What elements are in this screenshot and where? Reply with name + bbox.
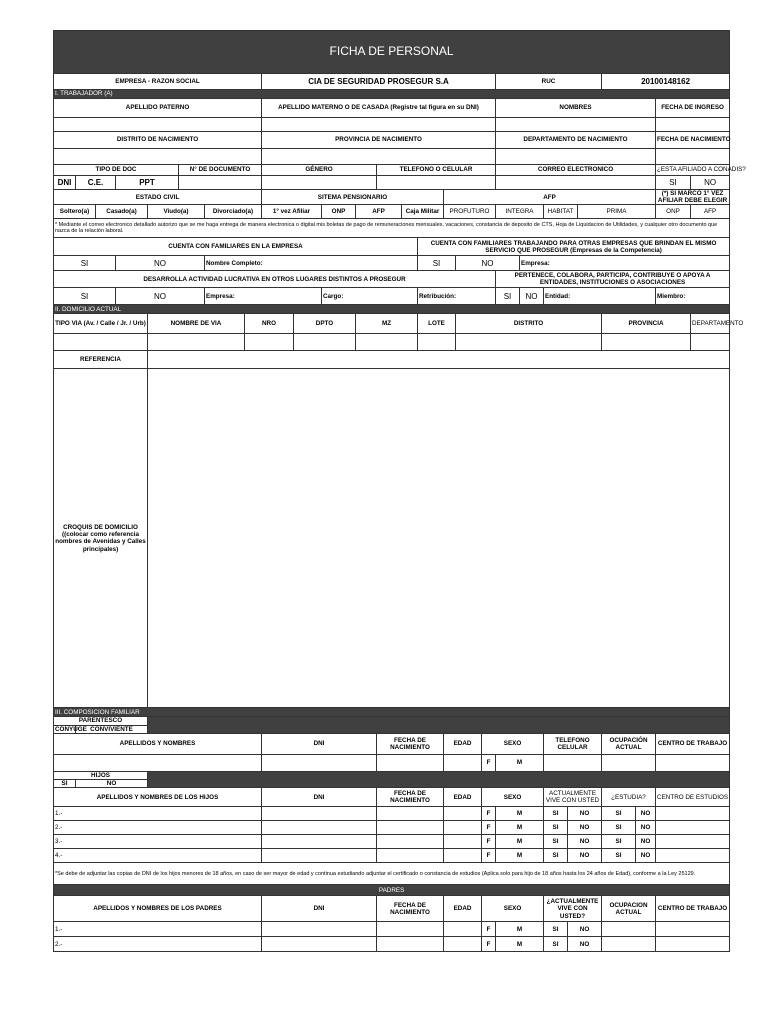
sistema-pensionario-label: SITEMA PENSIONARIO bbox=[262, 190, 444, 205]
nro-field[interactable] bbox=[245, 334, 294, 351]
conyuge-edad-label: EDAD bbox=[444, 733, 482, 754]
conyuge-ocupacion-label: OCUPACIÓN ACTUAL bbox=[602, 733, 656, 754]
afp-note: (*) SI MARCO 1° VEZ AFILIAR DEBE ELEGIR bbox=[656, 190, 730, 205]
actividad-lucrativa-si[interactable]: SI bbox=[54, 288, 116, 305]
hijo-row-label[interactable]: 4.- bbox=[54, 849, 262, 863]
personal-form bbox=[53, 30, 746, 952]
hijo-sexo-f[interactable]: F bbox=[482, 807, 496, 821]
hijo-fecha-field[interactable] bbox=[377, 807, 444, 821]
genero-label: GÉNERO bbox=[262, 165, 377, 176]
centro-estudios-label: CENTRO DE ESTUDIOS bbox=[656, 788, 730, 807]
nombre-completo-field[interactable]: Nombre Completo: bbox=[205, 256, 418, 271]
padre-fecha-field[interactable] bbox=[377, 937, 444, 952]
familiares-competencia-label: CUENTA CON FAMILIARES TRABAJANDO PARA OTRAS EMPRESAS QUE BRINDAN EL MISMO SERVICIO QUE PROSEGUR (Empresas de la Competencia) bbox=[418, 238, 730, 256]
profuturo-option[interactable]: PROFUTURO bbox=[444, 205, 496, 219]
departamento-nacimiento-field[interactable] bbox=[496, 149, 656, 165]
hijo-estudia-si[interactable]: SI bbox=[602, 835, 636, 849]
correo-note: * Mediante el correo electronico detallado autorizo que se me haga entrega de manera electronica o digital mis boletas de pago de remuneraciones mensuales, vacaciones, constancia de deposito de CTS, Hoja de Liquidacion de Utilidades, y cualquier otro documento que nazca de la relación laboral. bbox=[54, 219, 730, 238]
section-band bbox=[148, 717, 730, 733]
padre-sexo-f[interactable]: F bbox=[482, 937, 496, 952]
fecha-nacimiento-field[interactable] bbox=[656, 149, 730, 165]
hijo-vive-no[interactable]: NO bbox=[568, 807, 602, 821]
padre-vive-si[interactable]: SI bbox=[544, 937, 568, 952]
hijo-centro-field[interactable] bbox=[656, 821, 730, 835]
padre-centro-field[interactable] bbox=[656, 937, 730, 952]
hijos-note: *Se debe de adjuntar las copias de DNI de los hijos menores de 18 años, en caso de ser mayor de edad y continua estudiando adjuntar el certificado o constancia de estudios (Aplica solo para hijo de 18 años hasta los 24 años de Edad), conforme a la Ley 25129. bbox=[54, 863, 730, 885]
referencia-field[interactable] bbox=[148, 351, 730, 369]
hijo-edad-field[interactable] bbox=[444, 807, 482, 821]
apellido-materno-label: APELLIDO MATERNO O DE CASADA (Registre tal figura en su DNI) bbox=[262, 99, 496, 118]
hijo-vive-si[interactable]: SI bbox=[544, 807, 568, 821]
hijo-fecha-field[interactable] bbox=[377, 835, 444, 849]
conyuge-sexo-f[interactable]: F bbox=[482, 754, 496, 771]
padres-title: PADRES bbox=[54, 885, 730, 896]
hijo-edad-field[interactable] bbox=[444, 835, 482, 849]
referencia-label: REFERENCIA bbox=[54, 351, 148, 369]
hijo-dni-field[interactable] bbox=[262, 807, 377, 821]
tipo-via-field[interactable] bbox=[54, 334, 148, 351]
vive-con-usted-label: ACTUALMENTE VIVE CON USTED bbox=[544, 788, 602, 807]
hijo-vive-no[interactable]: NO bbox=[568, 821, 602, 835]
tipo-doc-label: TIPO DE DOC bbox=[54, 165, 179, 176]
integra-option[interactable]: INTEGRA bbox=[496, 205, 544, 219]
hijos-label: HIJOS bbox=[54, 771, 148, 779]
padre-sexo-m[interactable]: M bbox=[496, 922, 544, 937]
padres-fecha-nac-label: FECHA DE NACIMIENTO bbox=[377, 896, 444, 922]
hijos-si-option[interactable]: SI bbox=[54, 780, 76, 788]
parentesco-label: PARENTESCO bbox=[54, 717, 148, 725]
padre-ocupacion-field[interactable] bbox=[602, 922, 656, 937]
empresa-value[interactable]: CIA DE SEGURIDAD PROSEGUR S.A bbox=[262, 74, 496, 90]
fecha-ingreso-label: FECHA DE INGRESO bbox=[656, 99, 730, 118]
hijo-sexo-m[interactable]: M bbox=[496, 807, 544, 821]
padre-centro-field[interactable] bbox=[656, 922, 730, 937]
onp-choice[interactable]: ONP bbox=[656, 205, 691, 219]
apellido-paterno-label: APELLIDO PATERNO bbox=[54, 99, 262, 118]
soltero-option[interactable]: Soltero(a) bbox=[54, 205, 96, 219]
section-domicilio-title: II. DOMICILIO ACTUAL bbox=[54, 305, 730, 314]
empresa-label: EMPRESA - RAZON SOCIAL bbox=[54, 74, 262, 90]
padre-sexo-m[interactable]: M bbox=[496, 937, 544, 952]
hijo-estudia-no[interactable]: NO bbox=[636, 835, 656, 849]
hijo-sexo-m[interactable]: M bbox=[496, 821, 544, 835]
apellido-materno-field[interactable] bbox=[262, 118, 496, 132]
empresa-competencia-field[interactable]: Empresa: bbox=[520, 256, 730, 271]
lote-field[interactable] bbox=[418, 334, 456, 351]
provincia-nacimiento-label: PROVINCIA DE NACIMIENTO bbox=[262, 132, 496, 149]
familiares-empresa-no[interactable]: NO bbox=[116, 256, 205, 271]
correo-field[interactable] bbox=[496, 176, 656, 190]
conyuge-fecha-field[interactable] bbox=[377, 754, 444, 771]
viudo-option[interactable]: Viudo(a) bbox=[148, 205, 205, 219]
conyuge-fecha-nac-label: FECHA DE NACIMIENTO bbox=[377, 733, 444, 754]
telefono-label: TELEFONO O CELULAR bbox=[377, 165, 496, 176]
mz-label: MZ bbox=[356, 314, 418, 334]
miembro-field[interactable]: Miembro: bbox=[656, 288, 730, 305]
doc-ce-option[interactable]: C.E. bbox=[76, 176, 116, 190]
nombres-label: NOMBRES bbox=[496, 99, 656, 118]
departamento-field[interactable] bbox=[691, 334, 730, 351]
hijo-sexo-f[interactable]: F bbox=[482, 849, 496, 863]
doc-ppt-option[interactable]: PPT bbox=[116, 176, 179, 190]
hijo-row-label[interactable]: 2.- bbox=[54, 821, 262, 835]
apellidos-padres-label: APELLIDOS Y NOMBRES DE LOS PADRES bbox=[54, 896, 262, 922]
hijo-estudia-si[interactable]: SI bbox=[602, 849, 636, 863]
hijo-dni-field[interactable] bbox=[262, 835, 377, 849]
dpto-label: DPTO bbox=[294, 314, 356, 334]
conyuge-ocupacion-field[interactable] bbox=[602, 754, 656, 771]
hijo-sexo-f[interactable]: F bbox=[482, 821, 496, 835]
ruc-label: RUC bbox=[496, 74, 602, 90]
pertenece-si[interactable]: SI bbox=[496, 288, 520, 305]
padre-ocupacion-field[interactable] bbox=[602, 937, 656, 952]
habitat-option[interactable]: HABITAT bbox=[544, 205, 578, 219]
ruc-value[interactable]: 20100148162 bbox=[602, 74, 730, 90]
actividad-lucrativa-no[interactable]: NO bbox=[116, 288, 205, 305]
tipo-via-label: TIPO VIA (Av. / Calle / Jr. / Urb) bbox=[54, 314, 148, 334]
padre-vive-no[interactable]: NO bbox=[568, 922, 602, 937]
numero-documento-field[interactable] bbox=[179, 176, 262, 190]
hijo-estudia-si[interactable]: SI bbox=[602, 821, 636, 835]
divorciado-option[interactable]: Divorciado(a) bbox=[205, 205, 262, 219]
pertenece-no[interactable]: NO bbox=[520, 288, 544, 305]
distrito-label: DISTRITO bbox=[456, 314, 602, 334]
conyuge-sexo-label: SEXO bbox=[482, 733, 544, 754]
pertenece-entidades-label: PERTENECE, COLABORA, PARTICIPA, CONTRIBUYE O APOYA A ENTIDADES, INSTITUCIONES O ASOCIACIONES bbox=[496, 271, 730, 288]
hijo-estudia-no[interactable]: NO bbox=[636, 849, 656, 863]
hijo-estudia-si[interactable]: SI bbox=[602, 807, 636, 821]
nombre-via-label: NOMBRE DE VIA bbox=[148, 314, 245, 334]
padre-fecha-field[interactable] bbox=[377, 922, 444, 937]
conadis-no-option[interactable]: NO bbox=[691, 176, 730, 190]
padres-edad-label: EDAD bbox=[444, 896, 482, 922]
apellidos-hijos-label: APELLIDOS Y NOMBRES DE LOS HIJOS bbox=[54, 788, 262, 807]
croquis-area[interactable] bbox=[148, 369, 730, 708]
familiares-competencia-si[interactable]: SI bbox=[418, 256, 456, 271]
distrito-nacimiento-label: DISTRITO DE NACIMIENTO bbox=[54, 132, 262, 149]
padres-centro-label: CENTRO DE TRABAJO bbox=[656, 896, 730, 922]
genero-field[interactable] bbox=[262, 176, 377, 190]
distrito-nacimiento-field[interactable] bbox=[54, 149, 262, 165]
hijo-estudia-no[interactable]: NO bbox=[636, 807, 656, 821]
padre-row-label[interactable]: 1.- bbox=[54, 922, 262, 937]
hijo-edad-field[interactable] bbox=[444, 821, 482, 835]
apellido-paterno-field[interactable] bbox=[54, 118, 262, 132]
hijo-sexo-f[interactable]: F bbox=[482, 835, 496, 849]
nombre-via-field[interactable] bbox=[148, 334, 245, 351]
provincia-nacimiento-field[interactable] bbox=[262, 149, 496, 165]
cargo-field[interactable]: Cargo: bbox=[322, 288, 418, 305]
afp-option[interactable]: AFP bbox=[356, 205, 402, 219]
hijo-row-label[interactable]: 3.- bbox=[54, 835, 262, 849]
padres-dni-label: DNI bbox=[262, 896, 377, 922]
conyuge-telefono-label: TELEFONO CELULAR bbox=[544, 733, 602, 754]
hijo-centro-field[interactable] bbox=[656, 849, 730, 863]
actividad-empresa-field[interactable]: Empresa: bbox=[205, 288, 322, 305]
conyuge-nombre-field[interactable] bbox=[54, 754, 262, 771]
padre-sexo-f[interactable]: F bbox=[482, 922, 496, 937]
padre-row-label[interactable]: 2.- bbox=[54, 937, 262, 952]
padres-ocupacion-label: OCUPACION ACTUAL bbox=[602, 896, 656, 922]
apellidos-nombres-label: APELLIDOS Y NOMBRES bbox=[54, 733, 262, 754]
nro-label: NRO bbox=[245, 314, 294, 334]
hijo-vive-no[interactable]: NO bbox=[568, 849, 602, 863]
hijo-dni-field[interactable] bbox=[262, 849, 377, 863]
section-band bbox=[148, 771, 730, 787]
hijo-vive-si[interactable]: SI bbox=[544, 849, 568, 863]
nombres-field[interactable] bbox=[496, 118, 656, 132]
onp-option[interactable]: ONP bbox=[322, 205, 356, 219]
dpto-field[interactable] bbox=[294, 334, 356, 351]
fecha-ingreso-field[interactable] bbox=[656, 118, 730, 132]
hijo-row-label[interactable]: 1.- bbox=[54, 807, 262, 821]
prima-option[interactable]: PRIMA bbox=[578, 205, 656, 219]
hijo-vive-no[interactable]: NO bbox=[568, 835, 602, 849]
hijo-fecha-field[interactable] bbox=[377, 849, 444, 863]
croquis-label: CROQUIS DE DOMICILIO ((colocar como referencia nombres de Avenidas y Calles principales) bbox=[54, 369, 148, 708]
padre-dni-field[interactable] bbox=[262, 922, 377, 937]
hijo-vive-si[interactable]: SI bbox=[544, 835, 568, 849]
hijo-sexo-m[interactable]: M bbox=[496, 835, 544, 849]
conviviente-option[interactable]: CONVIVIENTE bbox=[76, 725, 148, 733]
casado-option[interactable]: Casado(a) bbox=[96, 205, 148, 219]
hijo-dni-field[interactable] bbox=[262, 821, 377, 835]
conyuge-edad-field[interactable] bbox=[444, 754, 482, 771]
familiares-competencia-no[interactable]: NO bbox=[456, 256, 520, 271]
section-composicion-title: III. COMPOSICION FAMILIAR bbox=[54, 708, 730, 717]
telefono-field[interactable] bbox=[377, 176, 496, 190]
conyuge-sexo-m[interactable]: M bbox=[496, 754, 544, 771]
primera-vez-afiliar-option[interactable]: 1° vez Afiliar bbox=[262, 205, 322, 219]
conyuge-centro-trabajo-label: CENTRO DE TRABAJO bbox=[656, 733, 730, 754]
padres-sexo-label: SEXO bbox=[482, 896, 544, 922]
hijo-fecha-field[interactable] bbox=[377, 821, 444, 835]
padre-dni-field[interactable] bbox=[262, 937, 377, 952]
hijo-edad-field[interactable] bbox=[444, 849, 482, 863]
numero-documento-label: N° DE DOCUMENTO bbox=[179, 165, 262, 176]
conyuge-dni-label: DNI bbox=[262, 733, 377, 754]
padre-edad-field[interactable] bbox=[444, 922, 482, 937]
distrito-field[interactable] bbox=[456, 334, 602, 351]
departamento-label: DEPARTAMENTO bbox=[691, 314, 730, 334]
padre-edad-field[interactable] bbox=[444, 937, 482, 952]
conyuge-dni-field[interactable] bbox=[262, 754, 377, 771]
retribucion-field[interactable]: Retribución: bbox=[418, 288, 496, 305]
hijo-centro-field[interactable] bbox=[656, 835, 730, 849]
padre-vive-no[interactable]: NO bbox=[568, 937, 602, 952]
hijo-centro-field[interactable] bbox=[656, 807, 730, 821]
padres-vive-label: ¿ACTUALMENTE VIVE CON USTED? bbox=[544, 896, 602, 922]
hijo-vive-si[interactable]: SI bbox=[544, 821, 568, 835]
caja-militar-option[interactable]: Caja Militar bbox=[402, 205, 444, 219]
conadis-si-option[interactable]: SI bbox=[656, 176, 691, 190]
departamento-nacimiento-label: DEPARTAMENTO DE NACIMIENTO bbox=[496, 132, 656, 149]
entidad-field[interactable]: Entidad: bbox=[544, 288, 656, 305]
afp-label: AFP bbox=[444, 190, 656, 205]
hijos-dni-label: DNI bbox=[262, 788, 377, 807]
conyuge-option[interactable]: CONYUGE bbox=[55, 725, 87, 733]
hijo-estudia-no[interactable]: NO bbox=[636, 821, 656, 835]
doc-dni-option[interactable]: DNI bbox=[54, 176, 76, 190]
conyuge-telefono-field[interactable] bbox=[544, 754, 602, 771]
actividad-lucrativa-label: DESARROLLA ACTIVIDAD LUCRATIVA EN OTROS LUGARES DISTINTOS A PROSEGUR bbox=[54, 271, 496, 288]
hijo-sexo-m[interactable]: M bbox=[496, 849, 544, 863]
conyuge-centro-field[interactable] bbox=[656, 754, 730, 771]
afp-choice[interactable]: AFP bbox=[691, 205, 730, 219]
mz-field[interactable] bbox=[356, 334, 418, 351]
fecha-nacimiento-label: FECHA DE NACIMIENTO bbox=[656, 132, 730, 149]
form-table bbox=[53, 30, 746, 952]
estado-civil-label: ESTADO CIVIL bbox=[54, 190, 262, 205]
form-title: FICHA DE PERSONAL bbox=[54, 31, 730, 74]
padre-vive-si[interactable]: SI bbox=[544, 922, 568, 937]
provincia-label: PROVINCIA bbox=[602, 314, 691, 334]
hijos-no-option[interactable]: NO bbox=[76, 780, 148, 788]
familiares-empresa-si[interactable]: SI bbox=[54, 256, 116, 271]
estudia-label: ¿ESTUDIA? bbox=[602, 788, 656, 807]
hijos-sexo-label: SEXO bbox=[482, 788, 544, 807]
lote-label: LOTE bbox=[418, 314, 456, 334]
provincia-field[interactable] bbox=[602, 334, 691, 351]
section-trabajador-title: I. TRABAJADOR (A) bbox=[54, 90, 730, 99]
familiares-empresa-label: CUENTA CON FAMILIARES EN LA EMPRESA bbox=[54, 238, 418, 256]
hijos-edad-label: EDAD bbox=[444, 788, 482, 807]
hijos-fecha-nac-label: FECHA DE NACIMIENTO bbox=[377, 788, 444, 807]
conadis-label: ¿ESTA AFILIADO A CONADIS? bbox=[656, 165, 730, 176]
correo-label: CORREO ELECTRONICO bbox=[496, 165, 656, 176]
